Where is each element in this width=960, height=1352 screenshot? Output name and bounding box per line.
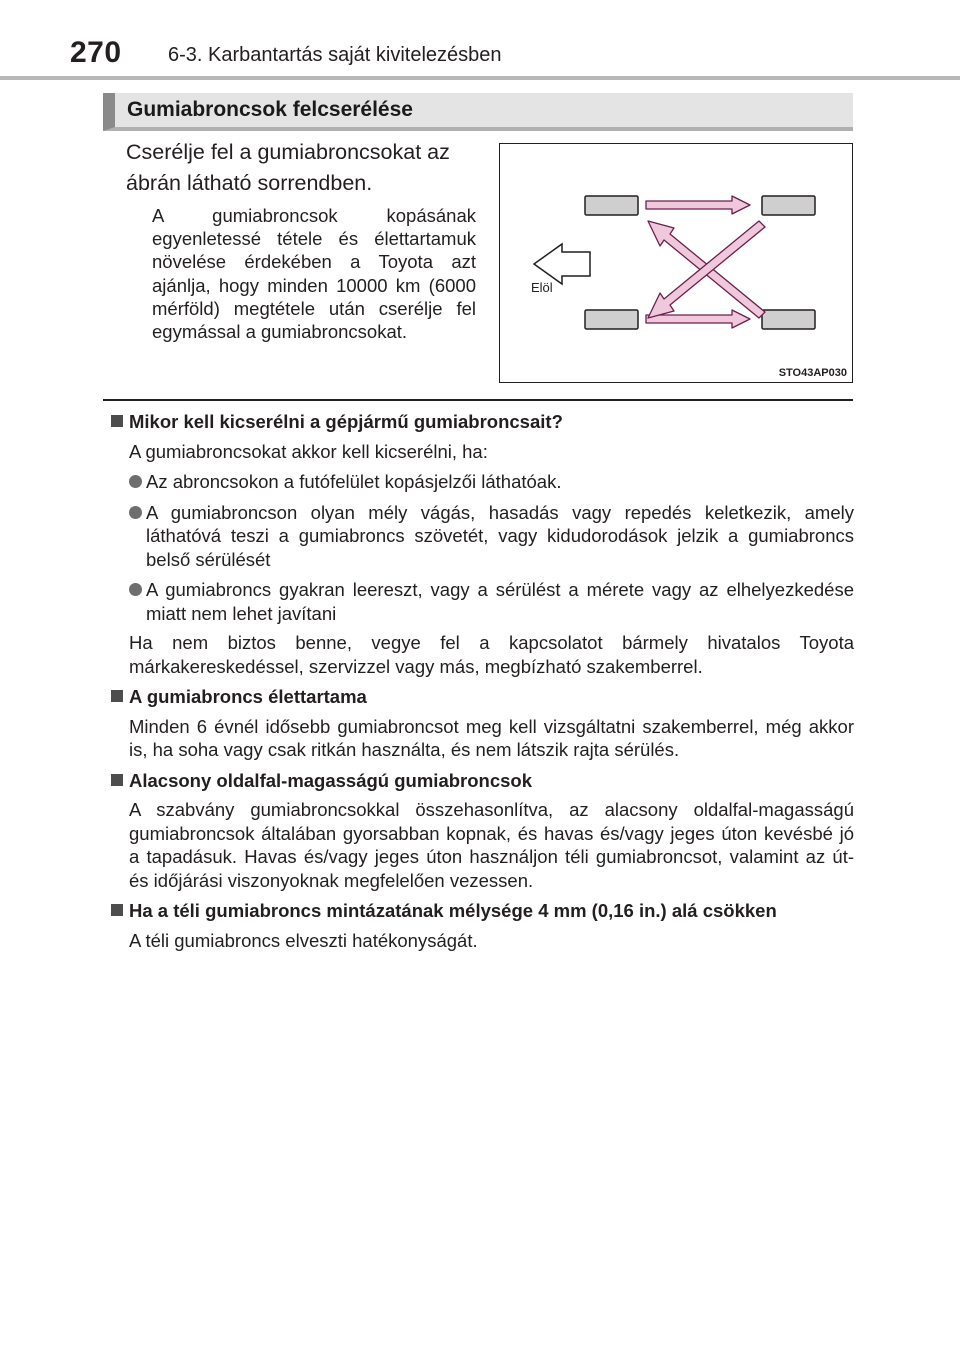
section-title-bar xyxy=(103,93,853,131)
section-title: Gumiabroncsok felcserélése xyxy=(127,98,413,121)
front-label: Elöl xyxy=(531,280,553,295)
content-body xyxy=(109,410,854,952)
list-item-text: A gumiabroncson olyan mély vágás, hasadás vagy repedés keletkezik, amely láthatóvá teszi a gumiabroncs szövetét, vagy kidudorodások jelzik a gumiabroncs belső sérülését xyxy=(146,501,854,570)
round-bullet-icon xyxy=(129,475,142,488)
topic-heading xyxy=(109,899,854,923)
topic-heading-text: Mikor kell kicserélni a gépjármű gumiabroncsait? xyxy=(129,411,563,432)
topic-heading-text: A gumiabroncs élettartama xyxy=(129,686,367,707)
topic-text: A szabvány gumiabroncsokkal összehasonlítva, az alacsony oldalfal-magasságú gumiabroncsok általában gyorsabban kopnak, és havas és/vagy jeges úton kevésbé jó a tapadásuk. Havas és/vagy jeges úton használjon téli gumiabroncsot, valamint az út- és időjárási viszonyoknak megfelelően vezessen. xyxy=(129,799,854,891)
tire-rotation-diagram xyxy=(500,144,851,381)
round-bullet-icon xyxy=(129,506,142,519)
topic-heading xyxy=(109,685,854,709)
chapter-title: 6-3. Karbantartás saját kivitelezésben xyxy=(168,44,502,66)
front-left-tire xyxy=(585,196,638,215)
topic-text: A téli gumiabroncs elveszti hatékonyságát. xyxy=(129,929,478,951)
square-bullet-icon xyxy=(111,904,123,916)
section-divider xyxy=(103,399,853,401)
list-item xyxy=(109,578,854,625)
list-item xyxy=(109,470,854,494)
topic-heading xyxy=(109,769,854,793)
figure-id: STO43AP030 xyxy=(778,367,847,379)
square-bullet-icon xyxy=(111,415,123,427)
rear-left-tire xyxy=(585,310,638,329)
square-bullet-icon xyxy=(111,690,123,702)
header-rule xyxy=(0,76,960,80)
list-item-text: A gumiabroncs gyakran leereszt, vagy a sérülést a mérete vagy az elhelyezkedése miatt nem lehet javítani xyxy=(146,579,854,624)
list-item xyxy=(109,501,854,572)
topic-outro: Ha nem biztos benne, vegye fel a kapcsolatot bármely hivatalos Toyota márkakereskedéssel, szervizzel vagy más, megbízható szakemberrel. xyxy=(129,632,854,677)
rear-right-tire xyxy=(762,310,815,329)
section-intro: Cserélje fel a gumiabroncsokat az ábrán látható sorrendben. xyxy=(126,140,450,195)
topic-heading xyxy=(109,410,854,434)
square-bullet-icon xyxy=(111,774,123,786)
topic-heading-text: Alacsony oldalfal-magasságú gumiabroncsok xyxy=(129,769,532,791)
page-number: 270 xyxy=(70,36,122,69)
section-note: A gumiabroncsok kopásának egyenletessé tétele és élettartamuk növelése érdekében a Toyota azt ajánlja, hogy minden 10000 km (6000 mérföld) megtétele után cserélje fel egymással a gumiabroncsokat. xyxy=(152,205,476,343)
tire-rotation-figure xyxy=(499,143,853,383)
round-bullet-icon xyxy=(129,583,142,596)
front-arrow-left-to-right xyxy=(646,196,750,214)
topic-intro: A gumiabroncsokat akkor kell kicserélni, ha: xyxy=(129,440,488,462)
front-direction-arrow xyxy=(534,244,590,284)
topic-text: Minden 6 évnél idősebb gumiabroncsot meg kell vizsgáltatni szakemberrel, még akkor is, ha soha vagy csak ritkán használta, és nem látszik rajta sérülés. xyxy=(129,715,854,760)
topic-heading-text: Ha a téli gumiabroncs mintázatának mélysége 4 mm (0,16 in.) alá csökken xyxy=(129,900,777,921)
front-right-tire xyxy=(762,196,815,215)
list-item-text: Az abroncsokon a futófelület kopásjelzői láthatóak. xyxy=(146,471,562,492)
